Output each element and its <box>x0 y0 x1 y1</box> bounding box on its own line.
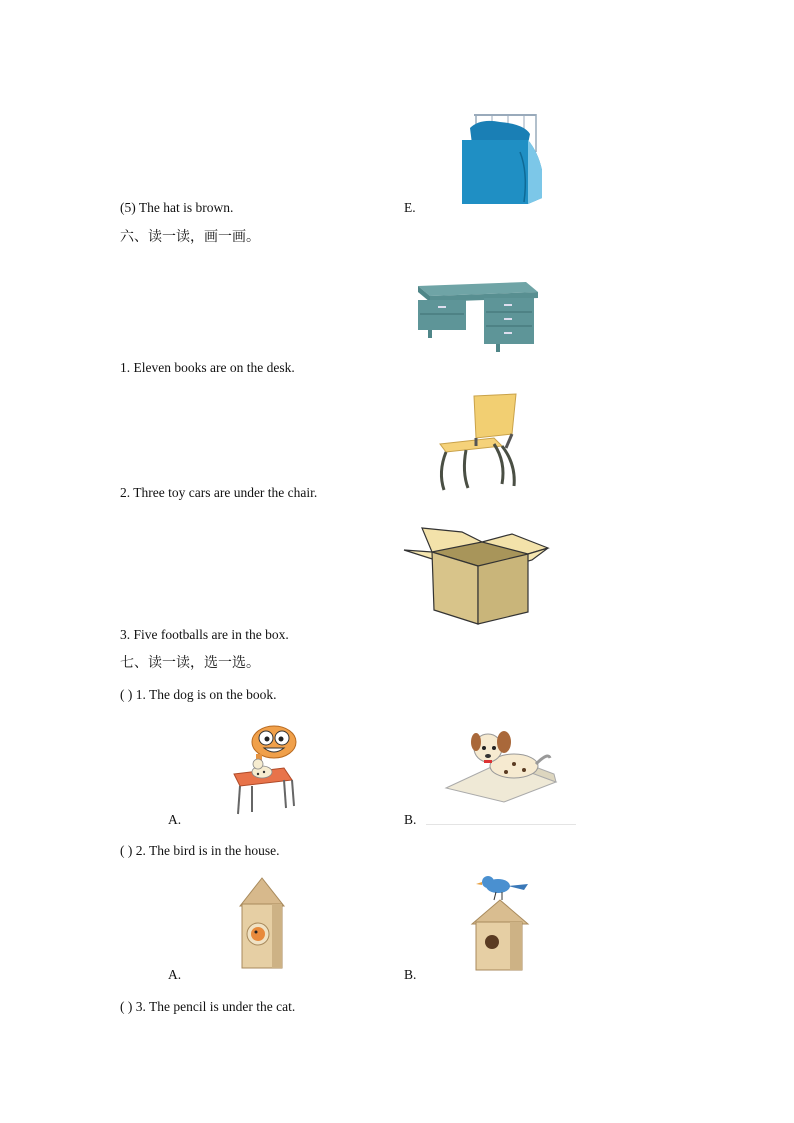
item-5-option-e: E. <box>404 200 416 215</box>
birdhouse-bird-on-top-image <box>470 874 534 974</box>
section-7-heading: 七、读一读，选一选。 <box>120 655 260 671</box>
option-b-underline <box>426 824 576 825</box>
dog-on-chair-image <box>228 724 302 816</box>
bed-image <box>458 112 544 206</box>
box-image <box>402 526 550 626</box>
question-1-option-a: A. <box>168 812 182 827</box>
question-2-option-a: A. <box>168 967 182 982</box>
dog-on-book-image <box>444 722 560 804</box>
section-6-heading: 六、读一读，画一画。 <box>120 229 260 245</box>
section-6-item-1: 1. Eleven books are on the desk. <box>120 360 295 375</box>
section-7-question-3: ( ) 3. The pencil is under the cat. <box>120 999 296 1014</box>
item-5-text: (5) The hat is brown. <box>120 200 234 215</box>
section-6-item-2: 2. Three toy cars are under the chair. <box>120 485 318 500</box>
section-7-question-2: ( ) 2. The bird is in the house. <box>120 843 280 858</box>
section-7-question-1: ( ) 1. The dog is on the book. <box>120 687 277 702</box>
question-2-option-b: B. <box>404 967 417 982</box>
question-1-option-b: B. <box>404 812 417 827</box>
chair-image <box>436 392 520 494</box>
section-6-item-3: 3. Five footballs are in the box. <box>120 627 289 642</box>
birdhouse-bird-inside-image <box>236 876 290 972</box>
desk-image <box>414 280 540 354</box>
